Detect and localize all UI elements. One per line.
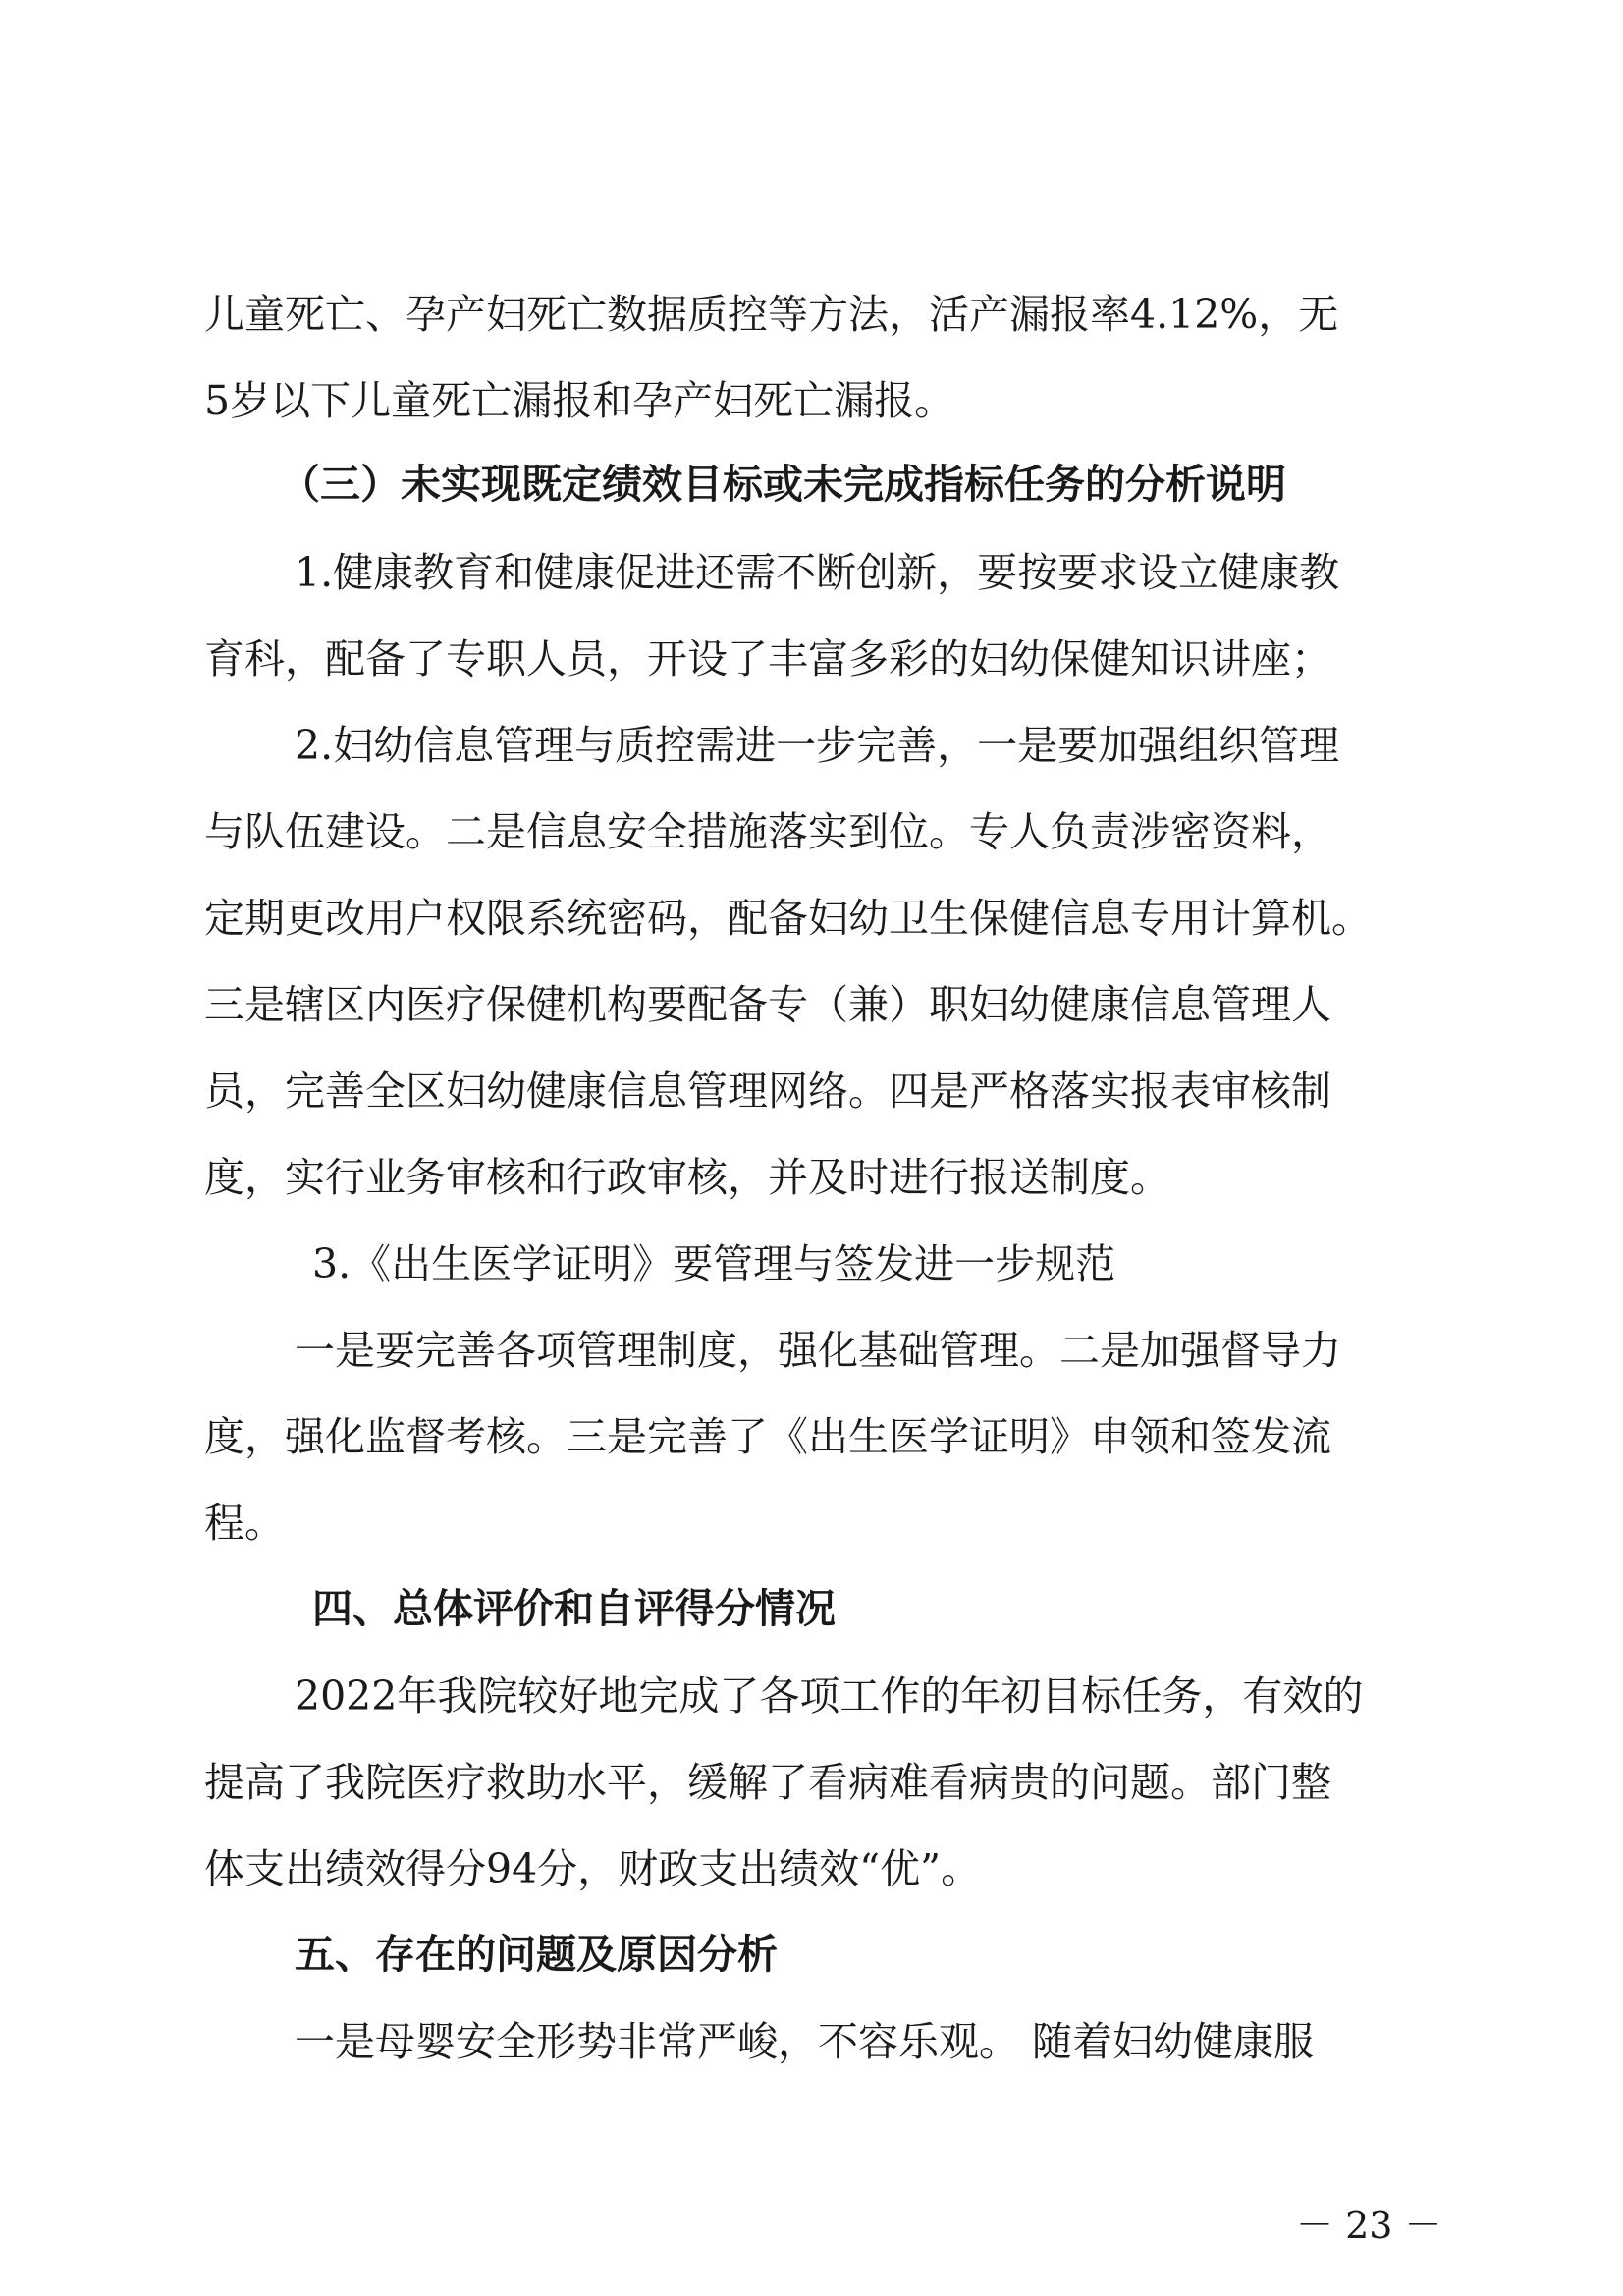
body-line: 提高了我院医疗救助水平，缓解了看病难看病贵的问题。部门整 — [204, 1759, 1331, 1806]
body-line: 三是辖区内医疗保健机构要配备专（兼）职妇幼健康信息管理人 — [204, 981, 1331, 1028]
body-line: 定期更改用户权限系统密码，配备妇幼卫生保健信息专用计算机。 — [204, 895, 1372, 942]
body-line: 3.《出生医学证明》要管理与签发进一步规范 — [312, 1240, 1116, 1287]
body-line: 度，实行业务审核和行政审核，并及时进行报送制度。 — [204, 1154, 1170, 1201]
body-line: 儿童死亡、孕产妇死亡数据质控等方法，活产漏报率4.12%，无 — [204, 291, 1339, 338]
body-line: 2.妇幼信息管理与质控需进一步完善，一是要加强组织管理 — [295, 722, 1340, 769]
body-line: 一是母婴安全形势非常严峻，不容乐观。 随着妇幼健康服 — [295, 2018, 1315, 2065]
body-line: 5岁以下儿童死亡漏报和孕产妇死亡漏报。 — [204, 377, 955, 424]
body-line: 员，完善全区妇幼健康信息管理网络。四是严格落实报表审核制 — [204, 1067, 1331, 1115]
body-line: 程。 — [204, 1500, 285, 1547]
page-number: － 23 － — [1296, 2204, 1442, 2247]
section-heading: 五、存在的问题及原因分析 — [295, 1931, 778, 1978]
body-line: 与队伍建设。二是信息安全措施落实到位。专人负责涉密资料， — [204, 808, 1331, 855]
section-heading: 四、总体评价和自评得分情况 — [312, 1585, 836, 1632]
body-line: 度，强化监督考核。三是完善了《出生医学证明》申领和签发流 — [204, 1413, 1331, 1460]
body-line: 1.健康教育和健康促进还需不断创新，要按要求设立健康教 — [295, 549, 1340, 596]
body-line: 育科，配备了专职人员，开设了丰富多彩的妇幼保健知识讲座； — [204, 635, 1331, 683]
body-line: 一是要完善各项管理制度，强化基础管理。二是加强督导力 — [295, 1327, 1341, 1374]
body-line: 体支出绩效得分94分，财政支出绩效“优”。 — [204, 1845, 982, 1892]
body-line: 2022年我院较好地完成了各项工作的年初目标任务，有效的 — [295, 1672, 1364, 1720]
section-heading: （三）未实现既定绩效目标或未完成指标任务的分析说明 — [280, 461, 1286, 508]
